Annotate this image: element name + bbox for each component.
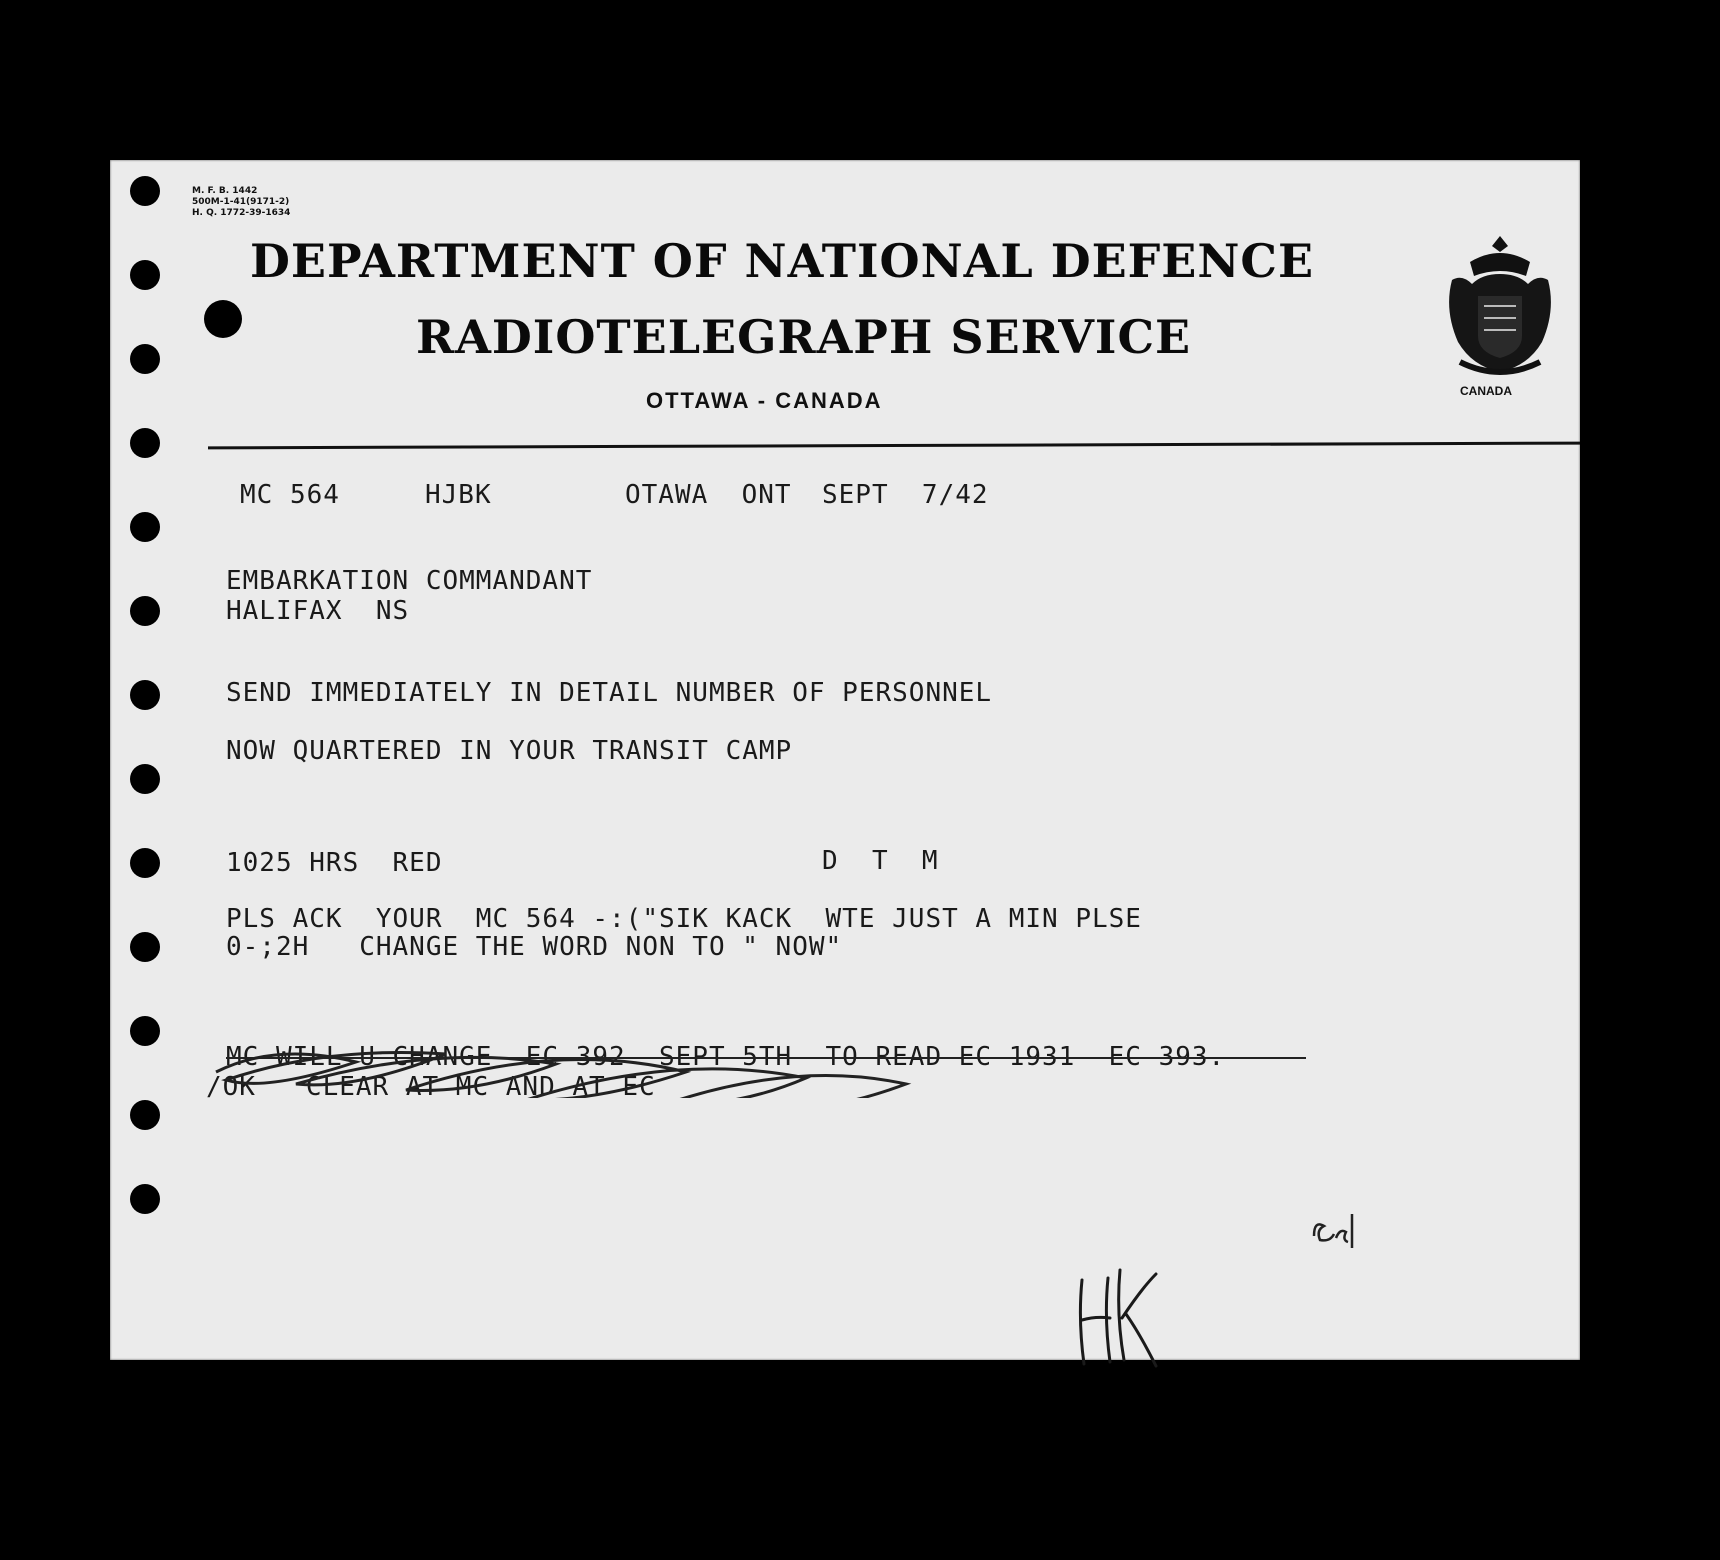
punch-hole: [130, 1100, 160, 1130]
service-title: RADIOTELEGRAPH SERVICE: [416, 310, 1192, 364]
message-body-line: SEND IMMEDIATELY IN DETAIL NUMBER OF PERSONNEL: [226, 678, 993, 708]
message-date: SEPT 7/42: [822, 480, 989, 510]
punch-hole: [204, 300, 242, 338]
message-ref: MC 564: [240, 480, 340, 510]
addressee-line: EMBARKATION COMMANDANT: [226, 566, 593, 596]
message-time: 1025 HRS RED: [226, 848, 443, 878]
handwritten-initials: [1308, 1200, 1362, 1250]
punch-hole: [130, 764, 160, 794]
punch-hole: [130, 596, 160, 626]
strikeout-scribble: [206, 1028, 1326, 1098]
department-title: DEPARTMENT OF NATIONAL DEFENCE: [250, 234, 1315, 288]
form-code-line: 500M-1-41(9171-2): [192, 197, 290, 207]
punch-hole: [130, 176, 160, 206]
addressee-line: HALIFAX NS: [226, 596, 410, 626]
punch-hole: [130, 1016, 160, 1046]
ack-line: PLS ACK YOUR MC 564 -:("SIK KACK WTE JUST A MIN PLSE: [226, 904, 1142, 934]
form-code-line: H. Q. 1772-39-1634: [192, 208, 291, 218]
header-divider: [208, 442, 1580, 450]
punch-hole: [130, 932, 160, 962]
punch-hole: [130, 848, 160, 878]
struck-line: MC WILL U CHANGE EC 392 SEPT 5TH TO READ EC 1931 EC 393.: [226, 1042, 1226, 1072]
crest-label: CANADA: [1460, 384, 1512, 398]
punch-hole: [130, 680, 160, 710]
handwritten-signature: [1070, 1260, 1170, 1370]
punch-hole: [130, 1184, 160, 1214]
punch-hole: [130, 344, 160, 374]
operator-initials: D T M: [822, 846, 939, 876]
form-code-line: M. F. B. 1442: [192, 186, 258, 196]
telegram-form: [110, 160, 1580, 1360]
punch-hole: [130, 260, 160, 290]
ack-line: 0-;2H CHANGE THE WORD NON TO " NOW": [226, 932, 843, 962]
struck-line: /OK CLEAR AT MC AND AT EC: [206, 1072, 656, 1102]
message-origin: OTAWA ONT: [625, 480, 792, 510]
punch-hole: [130, 512, 160, 542]
message-body-line: NOW QUARTERED IN YOUR TRANSIT CAMP: [226, 736, 793, 766]
punch-hole: [130, 428, 160, 458]
message-call: HJBK: [425, 480, 492, 510]
coat-of-arms-icon: [1440, 232, 1560, 392]
location-title: OTTAWA - CANADA: [646, 388, 883, 413]
form-code: [192, 186, 290, 219]
